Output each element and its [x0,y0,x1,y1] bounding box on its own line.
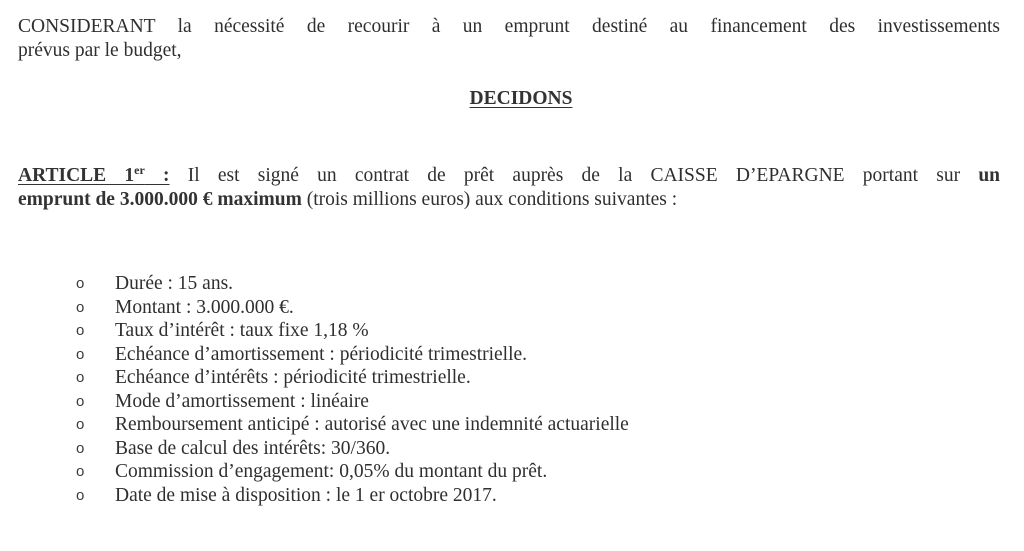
article-label [18,165,170,186]
condition-text: Echéance d’amortissement : périodicité trimestrielle. [115,343,528,365]
article-line-1-text: Il est signé un contrat de prêt auprès de la CAISSE D’EPARGNE portant sur [169,165,979,186]
article-line-1 [18,164,1000,188]
condition-text: Commission d’engagement: 0,05% du montant du prêt. [115,461,548,482]
condition-text: Durée : 15 ans. [115,273,234,294]
condition-item-remboursement-anticipe [18,413,629,437]
condition-text: Mode d’amortissement : linéaire [115,390,369,412]
hollow-bullet-icon: o [76,345,85,363]
article-label-superscript: er [134,163,145,177]
condition-text: Remboursement anticipé : autorisé avec une indemnité actuarielle [115,414,629,435]
considerant-paragraph [18,15,1000,63]
condition-item-echeance-amortissement [18,343,629,367]
article-line-1-bold: un [978,165,1001,186]
article-label-colon: : [144,165,170,186]
condition-item-date-mise-a-disposition [18,484,629,508]
hollow-bullet-icon: o [76,439,85,457]
hollow-bullet-icon: o [76,486,85,504]
decidons-heading: DECIDONS [469,88,573,109]
hollow-bullet-icon: o [76,275,85,292]
condition-item-mode-amortissement [18,390,629,414]
article-line-2 [18,188,1000,212]
loan-conditions-list [18,272,629,507]
hollow-bullet-icon: o [76,369,85,386]
condition-item-taux [18,319,629,343]
condition-item-base-calcul [18,437,629,461]
condition-text: Date de mise à disposition : le 1 er octobre 2017. [115,484,497,506]
considerant-line-1: CONSIDERANT la nécessité de recourir à un emprunt destiné au financement des investissements [18,16,1000,37]
condition-text: Montant : 3.000.000 €. [115,296,294,318]
hollow-bullet-icon: o [76,298,85,316]
hollow-bullet-icon: o [76,322,85,339]
condition-item-echeance-interets [18,366,629,390]
condition-text: Echéance d’intérêts : périodicité trimestrielle. [115,367,471,388]
article-1-paragraph [18,164,1000,212]
condition-item-commission [18,460,629,484]
condition-text: Taux d’intérêt : taux fixe 1,18 % [115,320,369,341]
hollow-bullet-icon: o [76,392,85,410]
loan-amount-bold: emprunt de 3.000.000 € maximum [18,189,302,210]
condition-text: Base de calcul des intérêts: 30/360. [115,437,391,459]
hollow-bullet-icon: o [76,416,85,433]
article-label-main: ARTICLE 1 [18,165,135,186]
hollow-bullet-icon: o [76,463,85,480]
considerant-line-2: prévus par le budget, [18,40,182,61]
article-line-2-text: (trois millions euros) aux conditions suivantes : [301,189,678,210]
condition-item-duree [18,272,629,296]
condition-item-montant [18,296,629,320]
